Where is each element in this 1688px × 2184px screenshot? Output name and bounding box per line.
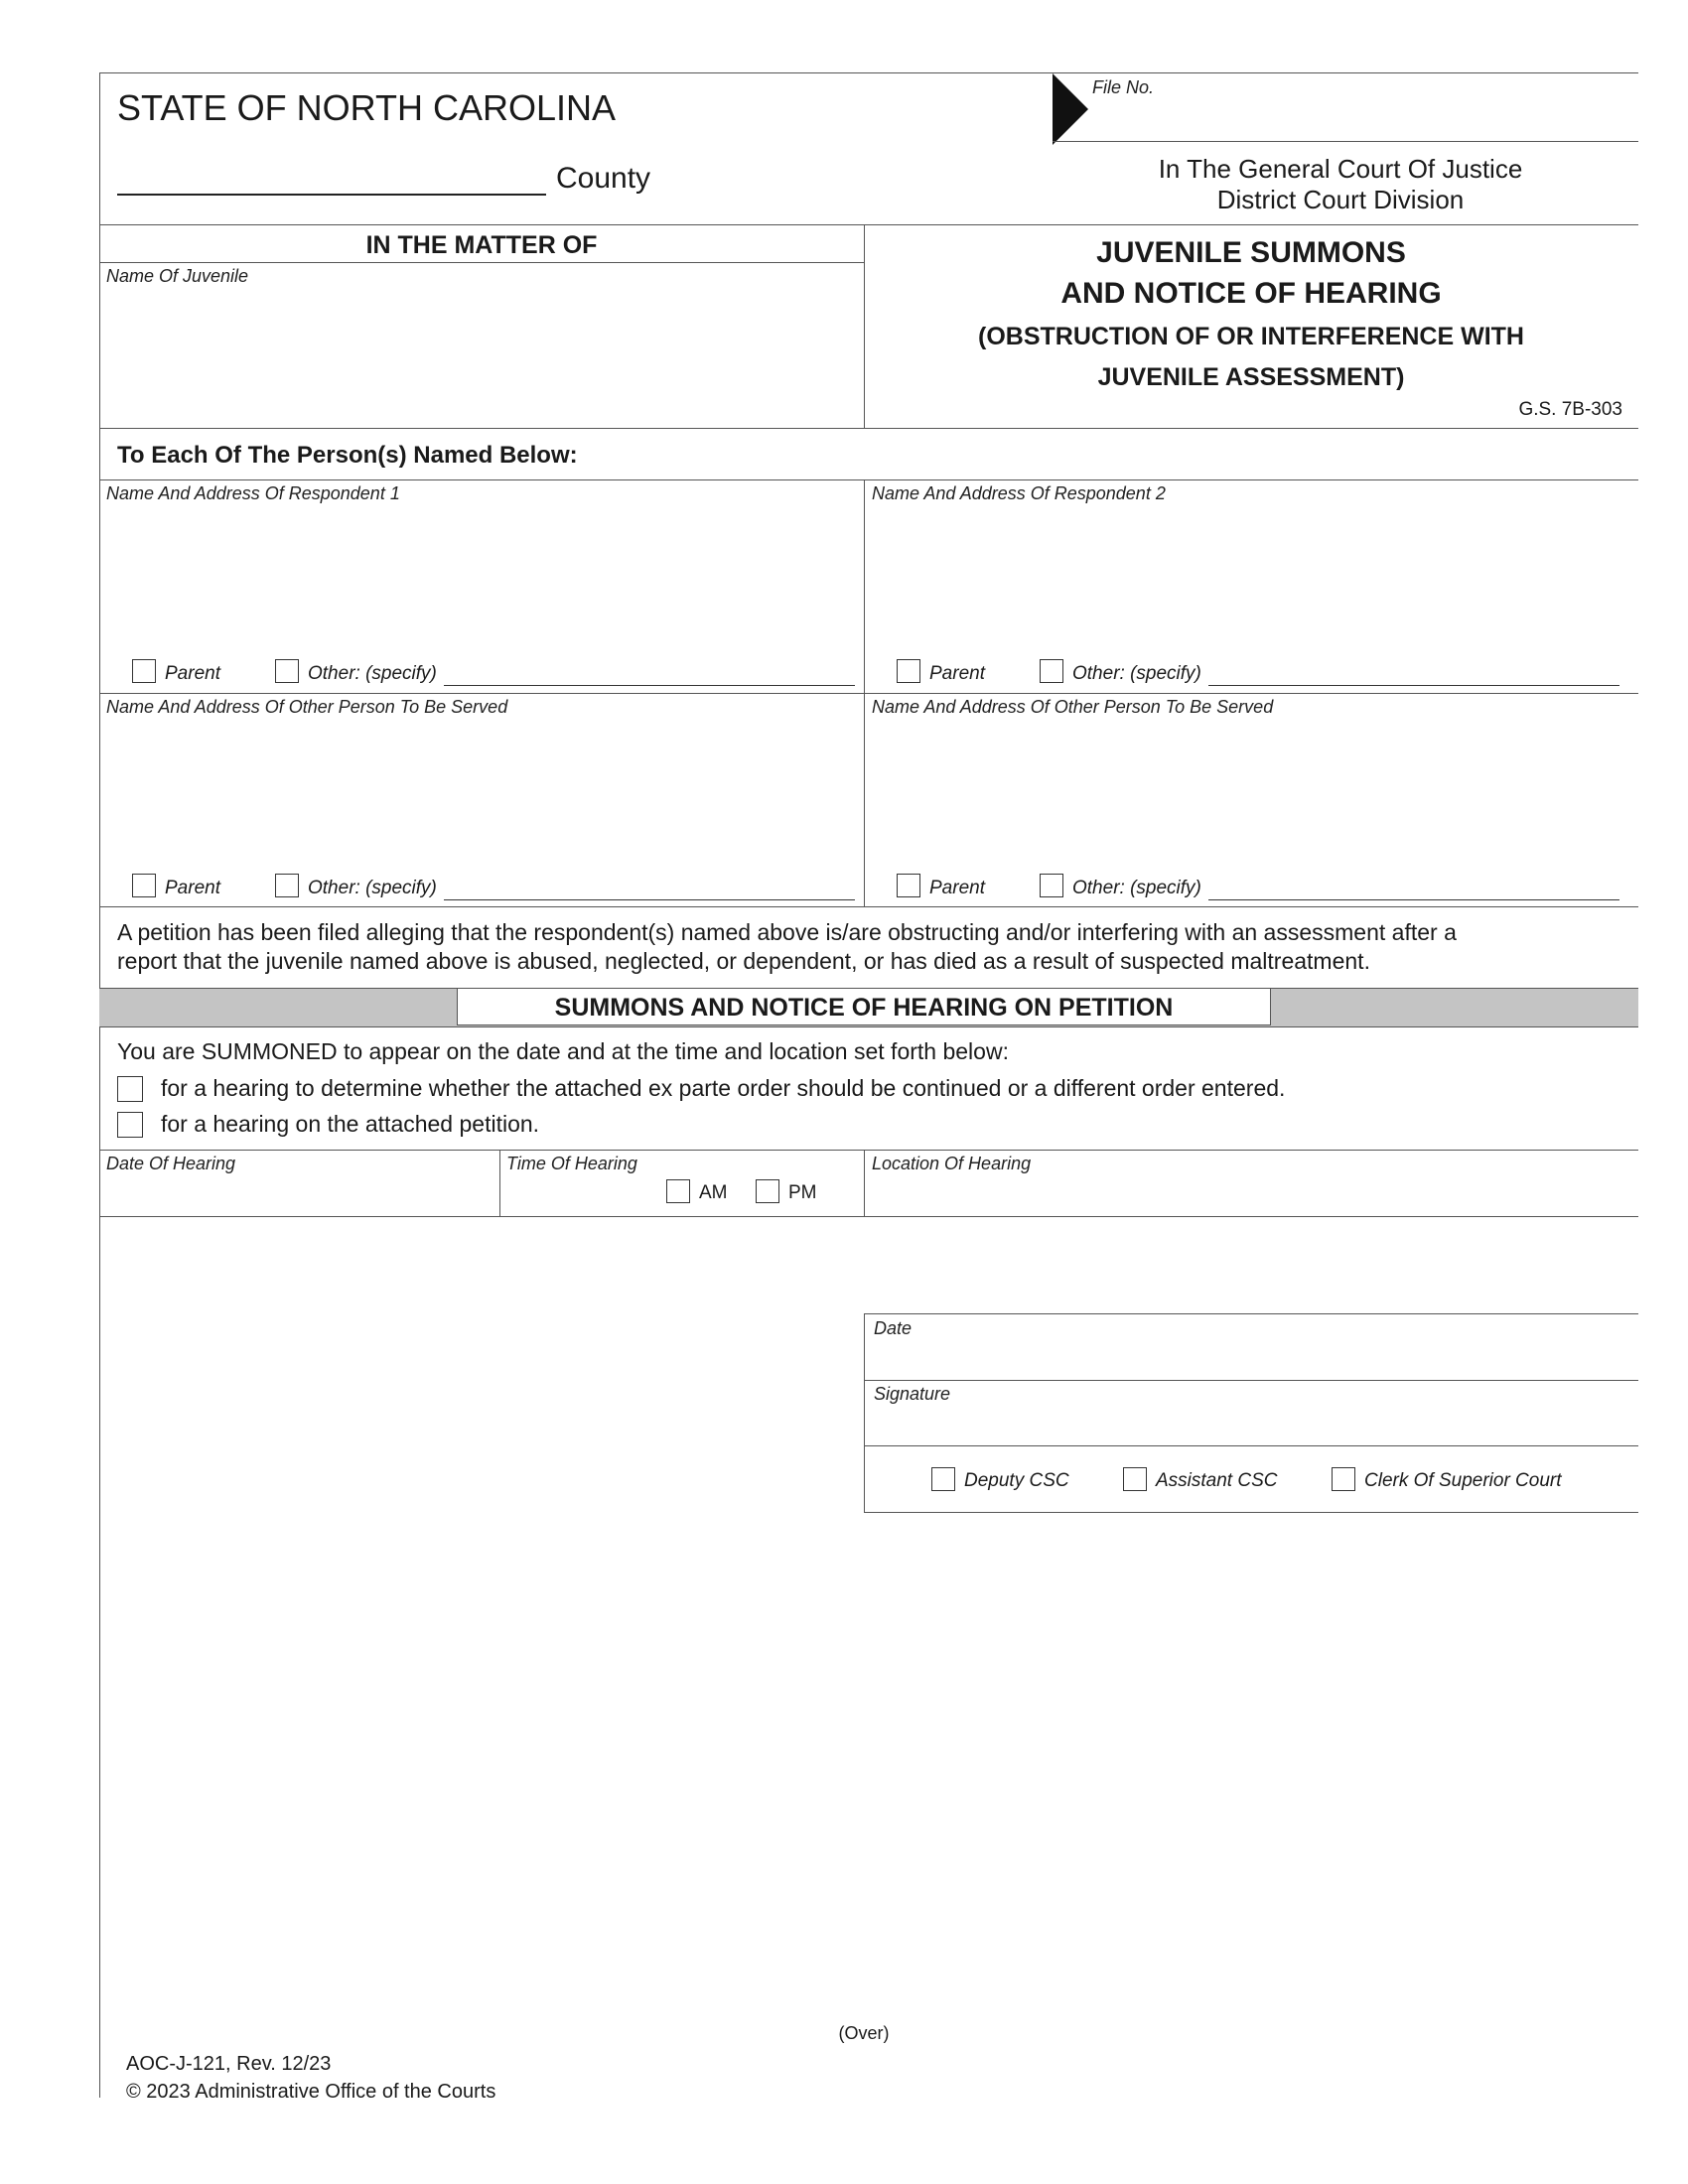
respondent-2-label: Name And Address Of Respondent 2 <box>872 483 1166 503</box>
hearing-divider-2 <box>864 1150 865 1216</box>
other-person-1-other-input[interactable] <box>444 899 855 900</box>
option-petition-label: for a hearing on the attached petition. <box>161 1111 540 1137</box>
sig-signature-bottom <box>864 1445 1638 1446</box>
county-label: County <box>556 162 651 195</box>
persons-row-divider <box>99 693 1638 694</box>
am-label: AM <box>699 1182 728 1203</box>
left-border <box>99 72 100 2098</box>
file-no-label: File No. <box>1092 77 1155 97</box>
persons-heading: To Each Of The Person(s) Named Below: <box>117 442 578 469</box>
summons-heading: SUMMONS AND NOTICE OF HEARING ON PETITION <box>457 988 1271 1025</box>
statute-reference: G.S. 7B-303 <box>1518 399 1622 420</box>
respondent-2-parent-label: Parent <box>929 663 985 684</box>
other-person-2-parent-label: Parent <box>929 878 985 898</box>
hearing-row-top <box>99 1150 1638 1151</box>
deputy-csc-checkbox[interactable] <box>931 1467 955 1491</box>
other-person-2-label: Name And Address Of Other Person To Be Served <box>872 697 1274 717</box>
file-no-arrow-icon <box>1053 73 1088 145</box>
sig-block-top <box>864 1313 1638 1314</box>
respondent-2-parent-checkbox[interactable] <box>897 659 920 683</box>
court-line-2: District Court Division <box>1216 185 1465 214</box>
respondent-2-other-label: Other: (specify) <box>1072 663 1201 684</box>
other-person-1-parent-label: Parent <box>165 878 220 898</box>
petition-text-line-2: report that the juvenile named above is abused, neglected, or dependent, or has died as a result of suspected maltreatment. <box>117 948 1370 974</box>
matter-heading: IN THE MATTER OF <box>365 231 598 259</box>
other-person-2-other-input[interactable] <box>1208 899 1619 900</box>
option-ex-parte-label: for a hearing to determine whether the attached ex parte order should be continued or a different order entered. <box>161 1075 1286 1101</box>
respondent-1-parent-label: Parent <box>165 663 220 684</box>
court-line-1: In The General Court Of Justice <box>1158 154 1523 184</box>
file-no-underline <box>1053 141 1638 142</box>
sig-signature-label: Signature <box>874 1384 951 1404</box>
hearing-date-field[interactable] <box>103 1176 495 1212</box>
persons-heading-underline <box>99 479 1638 480</box>
matter-heading-underline <box>99 262 864 263</box>
other-person-2-parent-checkbox[interactable] <box>897 874 920 897</box>
am-checkbox[interactable] <box>666 1179 690 1203</box>
other-person-1-other-label: Other: (specify) <box>308 878 437 898</box>
copyright-notice: © 2023 Administrative Office of the Courts <box>126 2081 496 2103</box>
other-person-1-parent-checkbox[interactable] <box>132 874 156 897</box>
hearing-time-field[interactable] <box>503 1176 662 1212</box>
respondent-2-field[interactable] <box>870 506 1634 655</box>
form-title-line-3: (OBSTRUCTION OF OR INTERFERENCE WITH <box>978 323 1524 350</box>
form-number: AOC-J-121, Rev. 12/23 <box>126 2053 332 2075</box>
persons-top-line <box>99 428 1638 429</box>
file-no-field[interactable] <box>1088 77 1634 137</box>
hearing-time-label: Time Of Hearing <box>506 1154 637 1173</box>
persons-bottom-line <box>99 906 1638 907</box>
respondent-1-other-label: Other: (specify) <box>308 663 437 684</box>
respondent-1-other-input[interactable] <box>444 685 855 686</box>
respondent-1-label: Name And Address Of Respondent 1 <box>106 483 400 503</box>
summons-intro: You are SUMMONED to appear on the date and at the time and location set forth below: <box>117 1038 1009 1064</box>
header-divider <box>99 224 1638 225</box>
hearing-divider-1 <box>499 1150 500 1216</box>
other-person-1-other-checkbox[interactable] <box>275 874 299 897</box>
sig-date-label: Date <box>874 1318 913 1338</box>
assistant-csc-checkbox[interactable] <box>1123 1467 1147 1491</box>
respondent-2-other-checkbox[interactable] <box>1040 659 1063 683</box>
respondent-1-field[interactable] <box>103 506 858 655</box>
sig-block-left <box>864 1313 865 1512</box>
sig-block-bottom <box>864 1512 1638 1513</box>
other-person-1-field[interactable] <box>103 720 858 869</box>
juvenile-name-field[interactable] <box>103 290 858 424</box>
petition-text-line-1: A petition has been filed alleging that the respondent(s) named above is/are obstructing and/or interfering with an assessment after a <box>117 919 1457 945</box>
over-note: (Over) <box>838 2023 890 2043</box>
juvenile-name-label: Name Of Juvenile <box>106 266 249 286</box>
hearing-date-label: Date Of Hearing <box>106 1154 236 1173</box>
hearing-location-label: Location Of Hearing <box>872 1154 1032 1173</box>
form-title-line-1: JUVENILE SUMMONS <box>1096 236 1406 269</box>
top-border <box>99 72 1638 73</box>
respondent-2-other-input[interactable] <box>1208 685 1619 686</box>
other-person-2-other-checkbox[interactable] <box>1040 874 1063 897</box>
other-person-1-label: Name And Address Of Other Person To Be Served <box>106 697 508 717</box>
sig-date-field[interactable] <box>870 1342 1634 1376</box>
form-title-line-4: JUVENILE ASSESSMENT) <box>1097 363 1405 391</box>
sig-date-bottom <box>864 1380 1638 1381</box>
clerk-superior-court-checkbox[interactable] <box>1332 1467 1355 1491</box>
sig-signature-field[interactable] <box>870 1408 1634 1441</box>
county-input-line[interactable] <box>117 194 546 196</box>
deputy-csc-label: Deputy CSC <box>964 1470 1069 1491</box>
option-ex-parte-checkbox[interactable] <box>117 1076 143 1102</box>
pm-checkbox[interactable] <box>756 1179 779 1203</box>
assistant-csc-label: Assistant CSC <box>1156 1470 1278 1491</box>
other-person-2-other-label: Other: (specify) <box>1072 878 1201 898</box>
pm-label: PM <box>788 1182 817 1203</box>
state-heading: STATE OF NORTH CAROLINA <box>117 87 617 128</box>
form-title-line-2: AND NOTICE OF HEARING <box>1060 277 1442 310</box>
respondent-1-parent-checkbox[interactable] <box>132 659 156 683</box>
hearing-location-field[interactable] <box>870 1176 1634 1212</box>
option-petition-checkbox[interactable] <box>117 1112 143 1138</box>
other-person-2-field[interactable] <box>870 720 1634 869</box>
respondent-1-other-checkbox[interactable] <box>275 659 299 683</box>
hearing-row-bottom <box>99 1216 1638 1217</box>
clerk-superior-court-label: Clerk Of Superior Court <box>1364 1470 1562 1491</box>
